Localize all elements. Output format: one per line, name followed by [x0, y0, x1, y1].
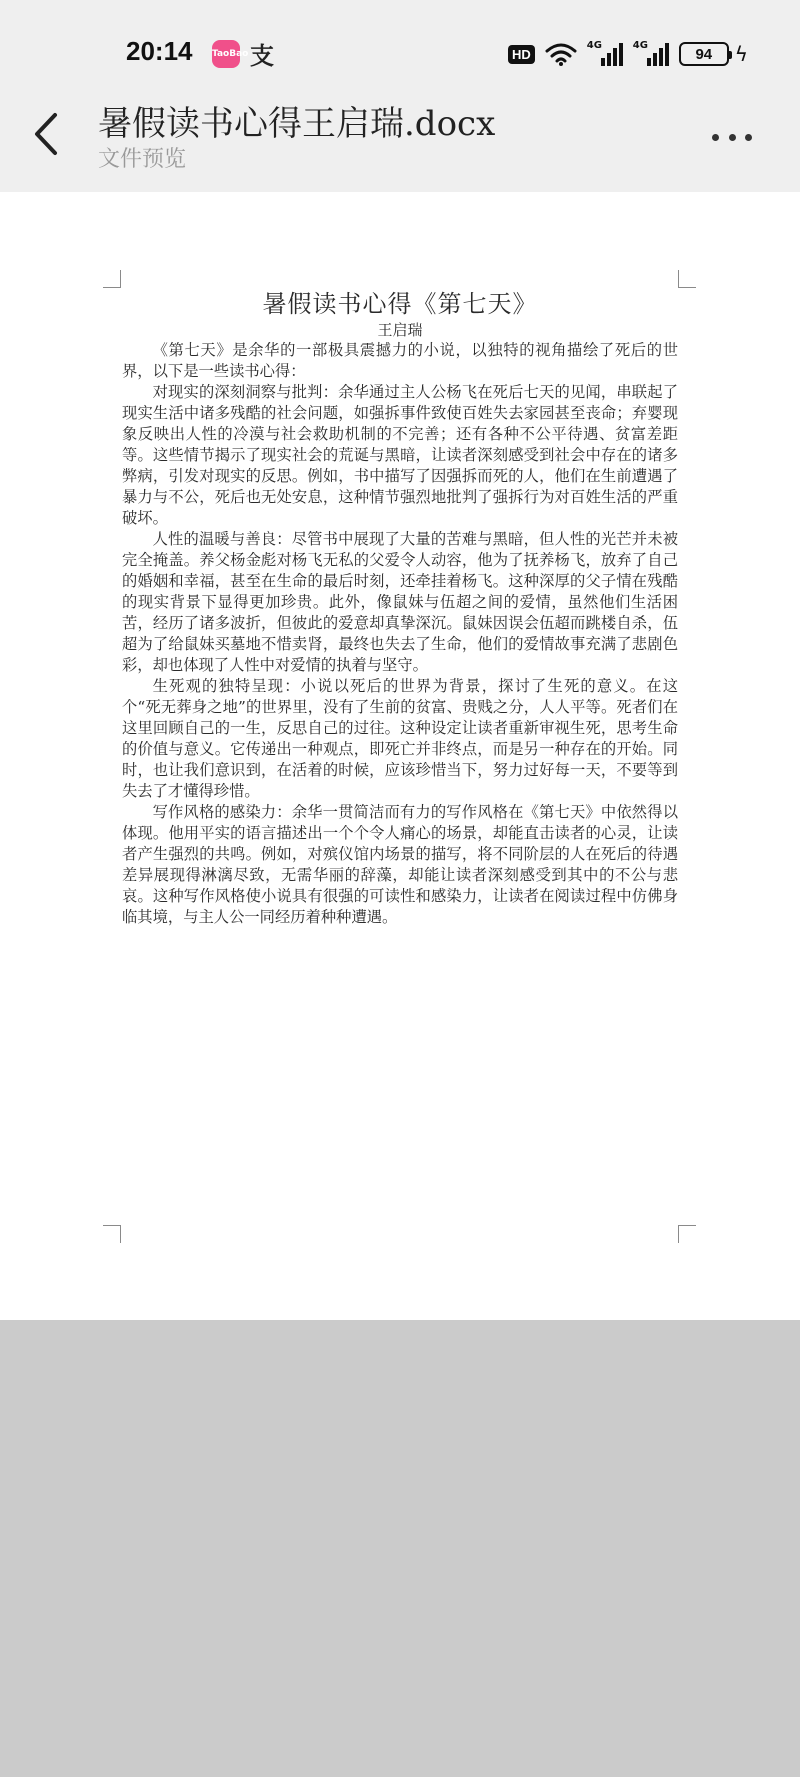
- taobao-app-icon: TaoBao: [212, 40, 240, 68]
- charging-icon: ϟ: [734, 42, 748, 66]
- hd-icon: HD: [508, 45, 535, 64]
- status-bar: [0, 30, 800, 76]
- alipay-icon: 支: [250, 42, 274, 70]
- status-time: 20:14: [126, 36, 193, 66]
- battery-icon: [679, 42, 729, 66]
- status-indicators: [508, 39, 748, 69]
- network-type-label: 4G: [586, 40, 602, 51]
- viewer-background: [0, 1320, 800, 1777]
- chevron-left-icon: [33, 112, 59, 156]
- battery-level: 94: [695, 45, 713, 63]
- more-options-button[interactable]: [704, 120, 760, 154]
- document-author: 王启瑞: [377, 321, 423, 339]
- app-header-area: [0, 0, 800, 192]
- document-page[interactable]: [0, 192, 800, 1320]
- cellular-signal-icon-2: [633, 42, 669, 66]
- wifi-icon: [545, 42, 577, 66]
- crop-mark-top-left: [103, 270, 121, 288]
- paragraph-life-death: 生死观的独特呈现：小说以死后的世界为背景，探讨了生死的意义。在这个“死无葬身之地”的世界里，没有了生前的贫富、贵贱之分，人人平等。死者们在这里回顾自己的一生，反思自己的过往。这种设定让读者重新审视生死，思考生命的价值与意义。它传递出一种观点，即死亡并非终点，而是另一种存在的开始。同时，也让我们意识到，在活着的时候，应该珍惜当下，努力过好每一天，不要等到失去了才懂得珍惜。: [122, 677, 678, 800]
- more-dots-icon: [712, 134, 719, 141]
- paragraph-intro: 《第七天》是余华的一部极具震撼力的小说，以独特的视角描绘了死后的世界，以下是一些读书心得：: [122, 341, 678, 380]
- crop-mark-bottom-right: [678, 1225, 696, 1243]
- document-title: 暑假读书心得《第七天》: [262, 290, 538, 318]
- network-type-label-2: 4G: [632, 40, 648, 51]
- back-button[interactable]: [26, 106, 66, 162]
- file-title: 暑假读书心得王启瑞.docx: [98, 104, 496, 144]
- crop-mark-top-right: [678, 270, 696, 288]
- paragraph-reality: 对现实的深刻洞察与批判：余华通过主人公杨飞在死后七天的见闻，串联起了现实生活中诸多残酷的社会问题，如强拆事件致使百姓失去家园甚至丧命；弃婴现象反映出人性的冷漠与社会救助机制的不完善；还有各种不公平待遇、贫富差距等。这些情节揭示了现实社会的荒诞与黑暗，让读者深刻感受到社会中存在的诸多弊病，引发对现实的反思。例如，书中描写了因强拆而死的人，他们在生前遭遇了暴力与不公，死后也无处安息，这种情节强烈地批判了强拆行为对百姓生活的严重破坏。: [122, 383, 678, 527]
- paragraph-humanity: 人性的温暖与善良：尽管书中展现了大量的苦难与黑暗，但人性的光芒并未被完全掩盖。养父杨金彪对杨飞无私的父爱令人动容，他为了抚养杨飞，放弃了自己的婚姻和幸福，甚至在生命的最后时刻，还牵挂着杨飞。这种深厚的父子情在残酷的现实背景下显得更加珍贵。此外，像鼠妹与伍超之间的爱情，虽然他们生活困苦，经历了诸多波折，但彼此的爱意却真挚深沉。鼠妹因误会伍超而跳楼自杀，伍超为了给鼠妹买墓地不惜卖肾，最终也失去了生命，他们的爱情故事充满了悲剧色彩，却也体现了人性中对爱情的执着与坚守。: [122, 530, 678, 674]
- cellular-signal-icon: [587, 42, 623, 66]
- paragraph-writing-style: 写作风格的感染力：余华一贯简洁而有力的写作风格在《第七天》中依然得以体现。他用平实的语言描述出一个个令人痛心的场景，却能直击读者的心灵，让读者产生强烈的共鸣。例如，对殡仪馆内场景的描写，将不同阶层的人在死后的待遇差异展现得淋漓尽致，无需华丽的辞藻，却能让读者深刻感受到其中的不公与悲哀。这种写作风格使小说具有很强的可读性和感染力，让读者在阅读过程中仿佛身临其境，与主人公一同经历着种种遭遇。: [122, 803, 678, 926]
- document-body: [122, 288, 678, 928]
- file-preview-label: 文件预览: [98, 147, 187, 172]
- crop-mark-bottom-left: [103, 1225, 121, 1243]
